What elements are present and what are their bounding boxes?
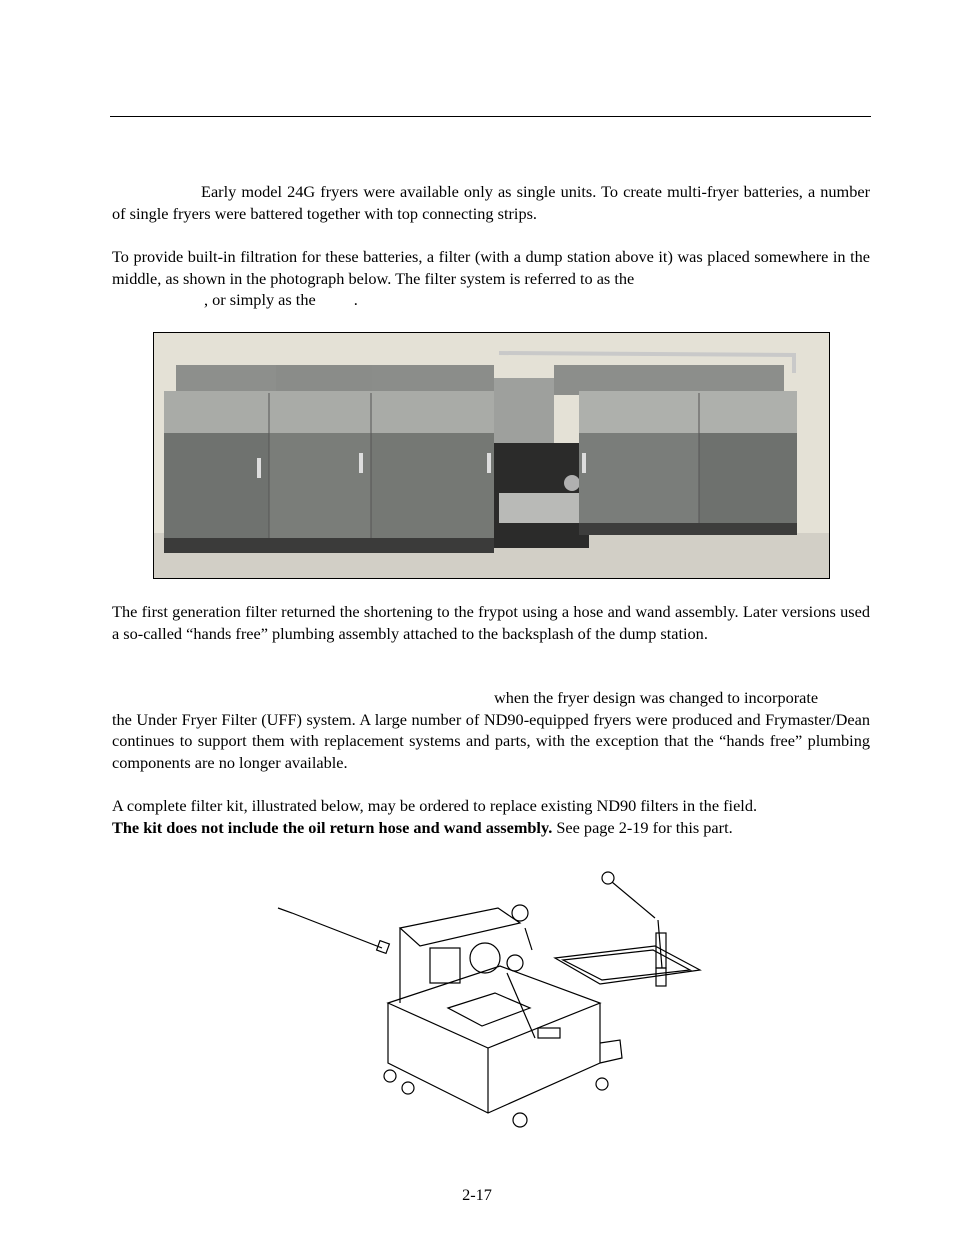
paragraph-filter-kit-text-c: See page 2-19 for this part. [552,817,733,837]
paragraph-nd90-text-b: the Under Fryer Filter (UFF) system. A large number of ND90-equipped fryers were produced and Frymaster/Dean continues to support them with replacement systems and parts, with the exception that the “hands free” plumbing components are no longer available. [112,709,870,772]
fryer-battery-photograph [153,332,830,579]
paragraph-filter-kit-text-a: A complete filter kit, illustrated below, may be ordered to replace existing ND90 filters in the field. [112,796,758,815]
paragraph-nd90-text-a: when the fryer design was changed to incorporate [494,688,819,707]
paragraph-filtration-text-b: , or simply as the [204,290,316,309]
paragraph-early-models-text: Early model 24G fryers were available only as single units. To create multi-fryer batteries, a number of single fryers were battered together with top connecting strips. [112,182,870,223]
paragraph-filtration-text-c: . [353,290,358,309]
paragraph-early-models [112,181,870,224]
paragraph-filter-kit [112,795,870,838]
paragraph-filter-kit-bold: The kit does not include the oil return hose and wand assembly. [112,817,553,837]
paragraph-built-in-filtration [112,246,870,311]
paragraph-filtration-text-a: To provide built-in filtration for these batteries, a filter (with a dump station above it) was placed somewhere in the middle, as shown in the photograph below. The filter system is referred to as the [112,247,870,288]
header-rule [110,116,871,117]
filter-kit-illustration [270,858,720,1133]
paragraph-nd90-support [112,687,870,773]
paragraph-first-generation-text: The first generation filter returned the shortening to the frypot using a hose and wand assembly. Later versions used a so-called “hands free” plumbing assembly attached to the backsplash of the dump station. [112,602,870,643]
page-number: 2-17 [462,1185,492,1204]
paragraph-first-generation [112,601,870,644]
